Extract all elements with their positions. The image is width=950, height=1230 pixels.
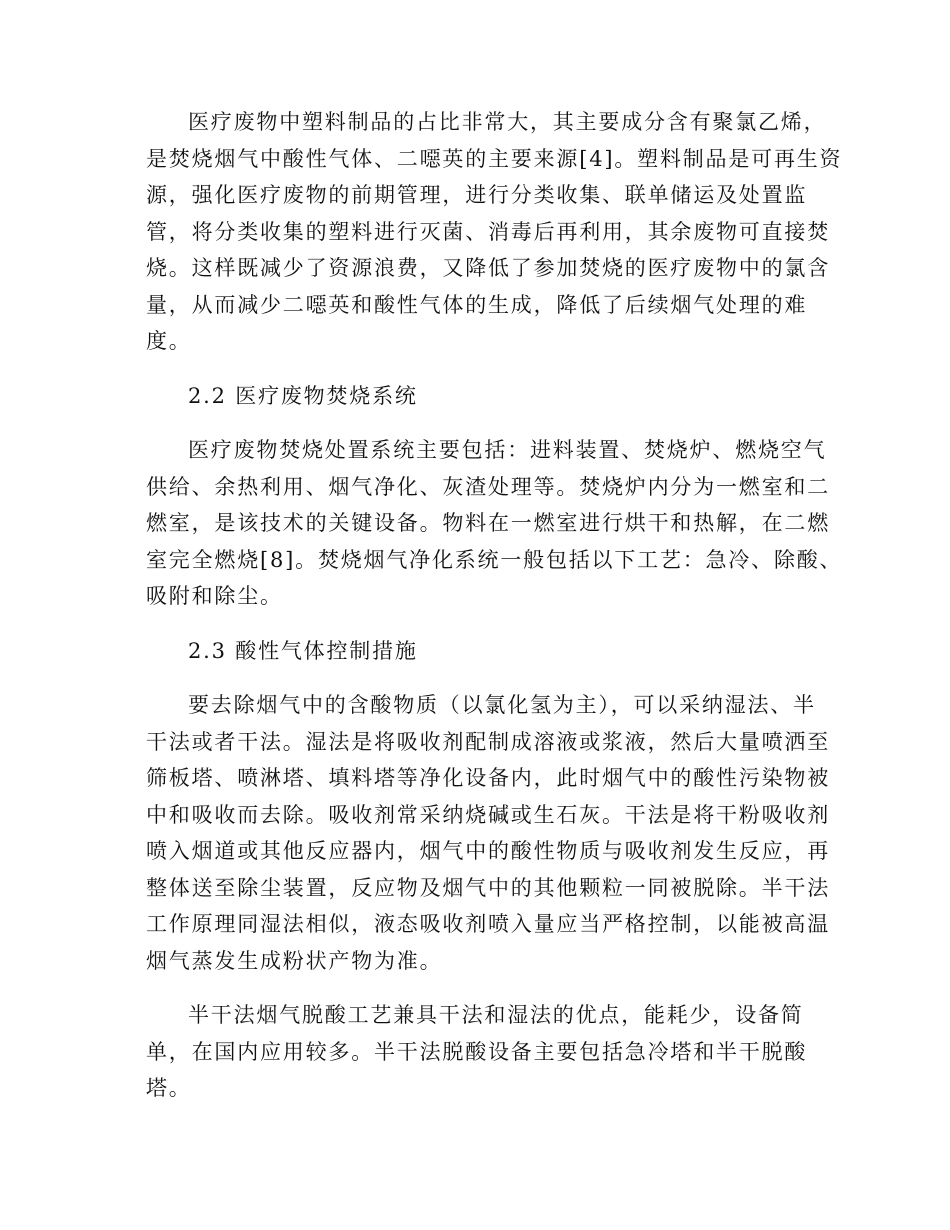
paragraph-line: 源，强化医疗废物的前期管理，进行分类收集、联单储运及处置监 bbox=[146, 183, 808, 207]
paragraph-line: 燃室，是该技术的关键设备。物料在一燃室进行烘干和热解，在二燃 bbox=[146, 511, 830, 535]
paragraph-acid-gas-methods bbox=[146, 687, 830, 979]
paragraph-line: 筛板塔、喷淋塔、填料塔等净化设备内，此时烟气中的酸性污染物被 bbox=[146, 766, 830, 790]
section-heading-2-2 bbox=[146, 378, 806, 415]
paragraph-line: 干法或者干法。湿法是将吸收剂配制成溶液或浆液，然后大量喷洒至 bbox=[146, 729, 830, 754]
paragraph-plastics bbox=[146, 104, 843, 360]
paragraph-line: 医疗废物中塑料制品的占比非常大，其主要成分含有聚氯乙烯， bbox=[188, 110, 827, 134]
paragraph-line: 工作原理同湿法相似，液态吸收剂喷入量应当严格控制，以能被高温 bbox=[146, 912, 830, 936]
paragraph-line: 喷入烟道或其他反应器内，烟气中的酸性物质与吸收剂发生反应，再 bbox=[146, 839, 830, 863]
paragraph-line: 整体送至除尘装置，反应物及烟气中的其他颗粒一同被脱除。半干法 bbox=[146, 875, 830, 900]
paragraph-line: 塔。 bbox=[146, 1076, 192, 1100]
paragraph-line: 供给、余热利用、烟气净化、灰渣处理等。焚烧炉内分为一燃室和二 bbox=[146, 474, 830, 499]
paragraph-line: 管，将分类收集的塑料进行灭菌、消毒后再利用，其余废物可直接焚 bbox=[146, 219, 830, 244]
paragraph-line: 中和吸收而去除。吸收剂常采纳烧碱或生石灰。干法是将干粉吸收剂 bbox=[146, 802, 830, 827]
paragraph-line: 半干法烟气脱酸工艺兼具干法和湿法的优点，能耗少，设备简 bbox=[188, 1003, 804, 1027]
paragraph-line: 要去除烟气中的含酸物质（以氯化氢为主），可以采纳湿法、半 bbox=[188, 693, 816, 717]
section-heading-2-3 bbox=[146, 633, 806, 670]
paragraph-line: 烧。这样既减少了资源浪费，又降低了参加焚烧的医疗废物中的氯含 bbox=[146, 256, 830, 280]
paragraph-line: 度。 bbox=[146, 329, 192, 353]
paragraph-incineration-system bbox=[146, 432, 843, 615]
heading-text: 2.3 酸性气体控制措施 bbox=[188, 638, 418, 663]
paragraph-line: 吸附和除尘。 bbox=[146, 584, 283, 608]
paragraph-line: 是焚烧烟气中酸性气体、二噁英的主要来源[4]。塑料制品是可再生资 bbox=[146, 146, 843, 171]
heading-text: 2.2 医疗废物焚烧系统 bbox=[188, 383, 418, 408]
paragraph-line: 医疗废物焚烧处置系统主要包括：进料装置、焚烧炉、燃烧空气 bbox=[188, 438, 827, 462]
paragraph-semi-dry-process bbox=[146, 997, 806, 1107]
paragraph-line: 单，在国内应用较多。半干法脱酸设备主要包括急冷塔和半干脱酸 bbox=[146, 1039, 808, 1064]
paragraph-line: 室完全燃烧[8]。焚烧烟气净化系统一般包括以下工艺：急冷、除酸、 bbox=[146, 547, 843, 572]
paragraph-line: 量，从而减少二噁英和酸性气体的生成，降低了后续烟气处理的难 bbox=[146, 292, 808, 317]
paragraph-line: 烟气蒸发生成粉状产物为准。 bbox=[146, 948, 443, 973]
document-body bbox=[146, 104, 843, 1125]
